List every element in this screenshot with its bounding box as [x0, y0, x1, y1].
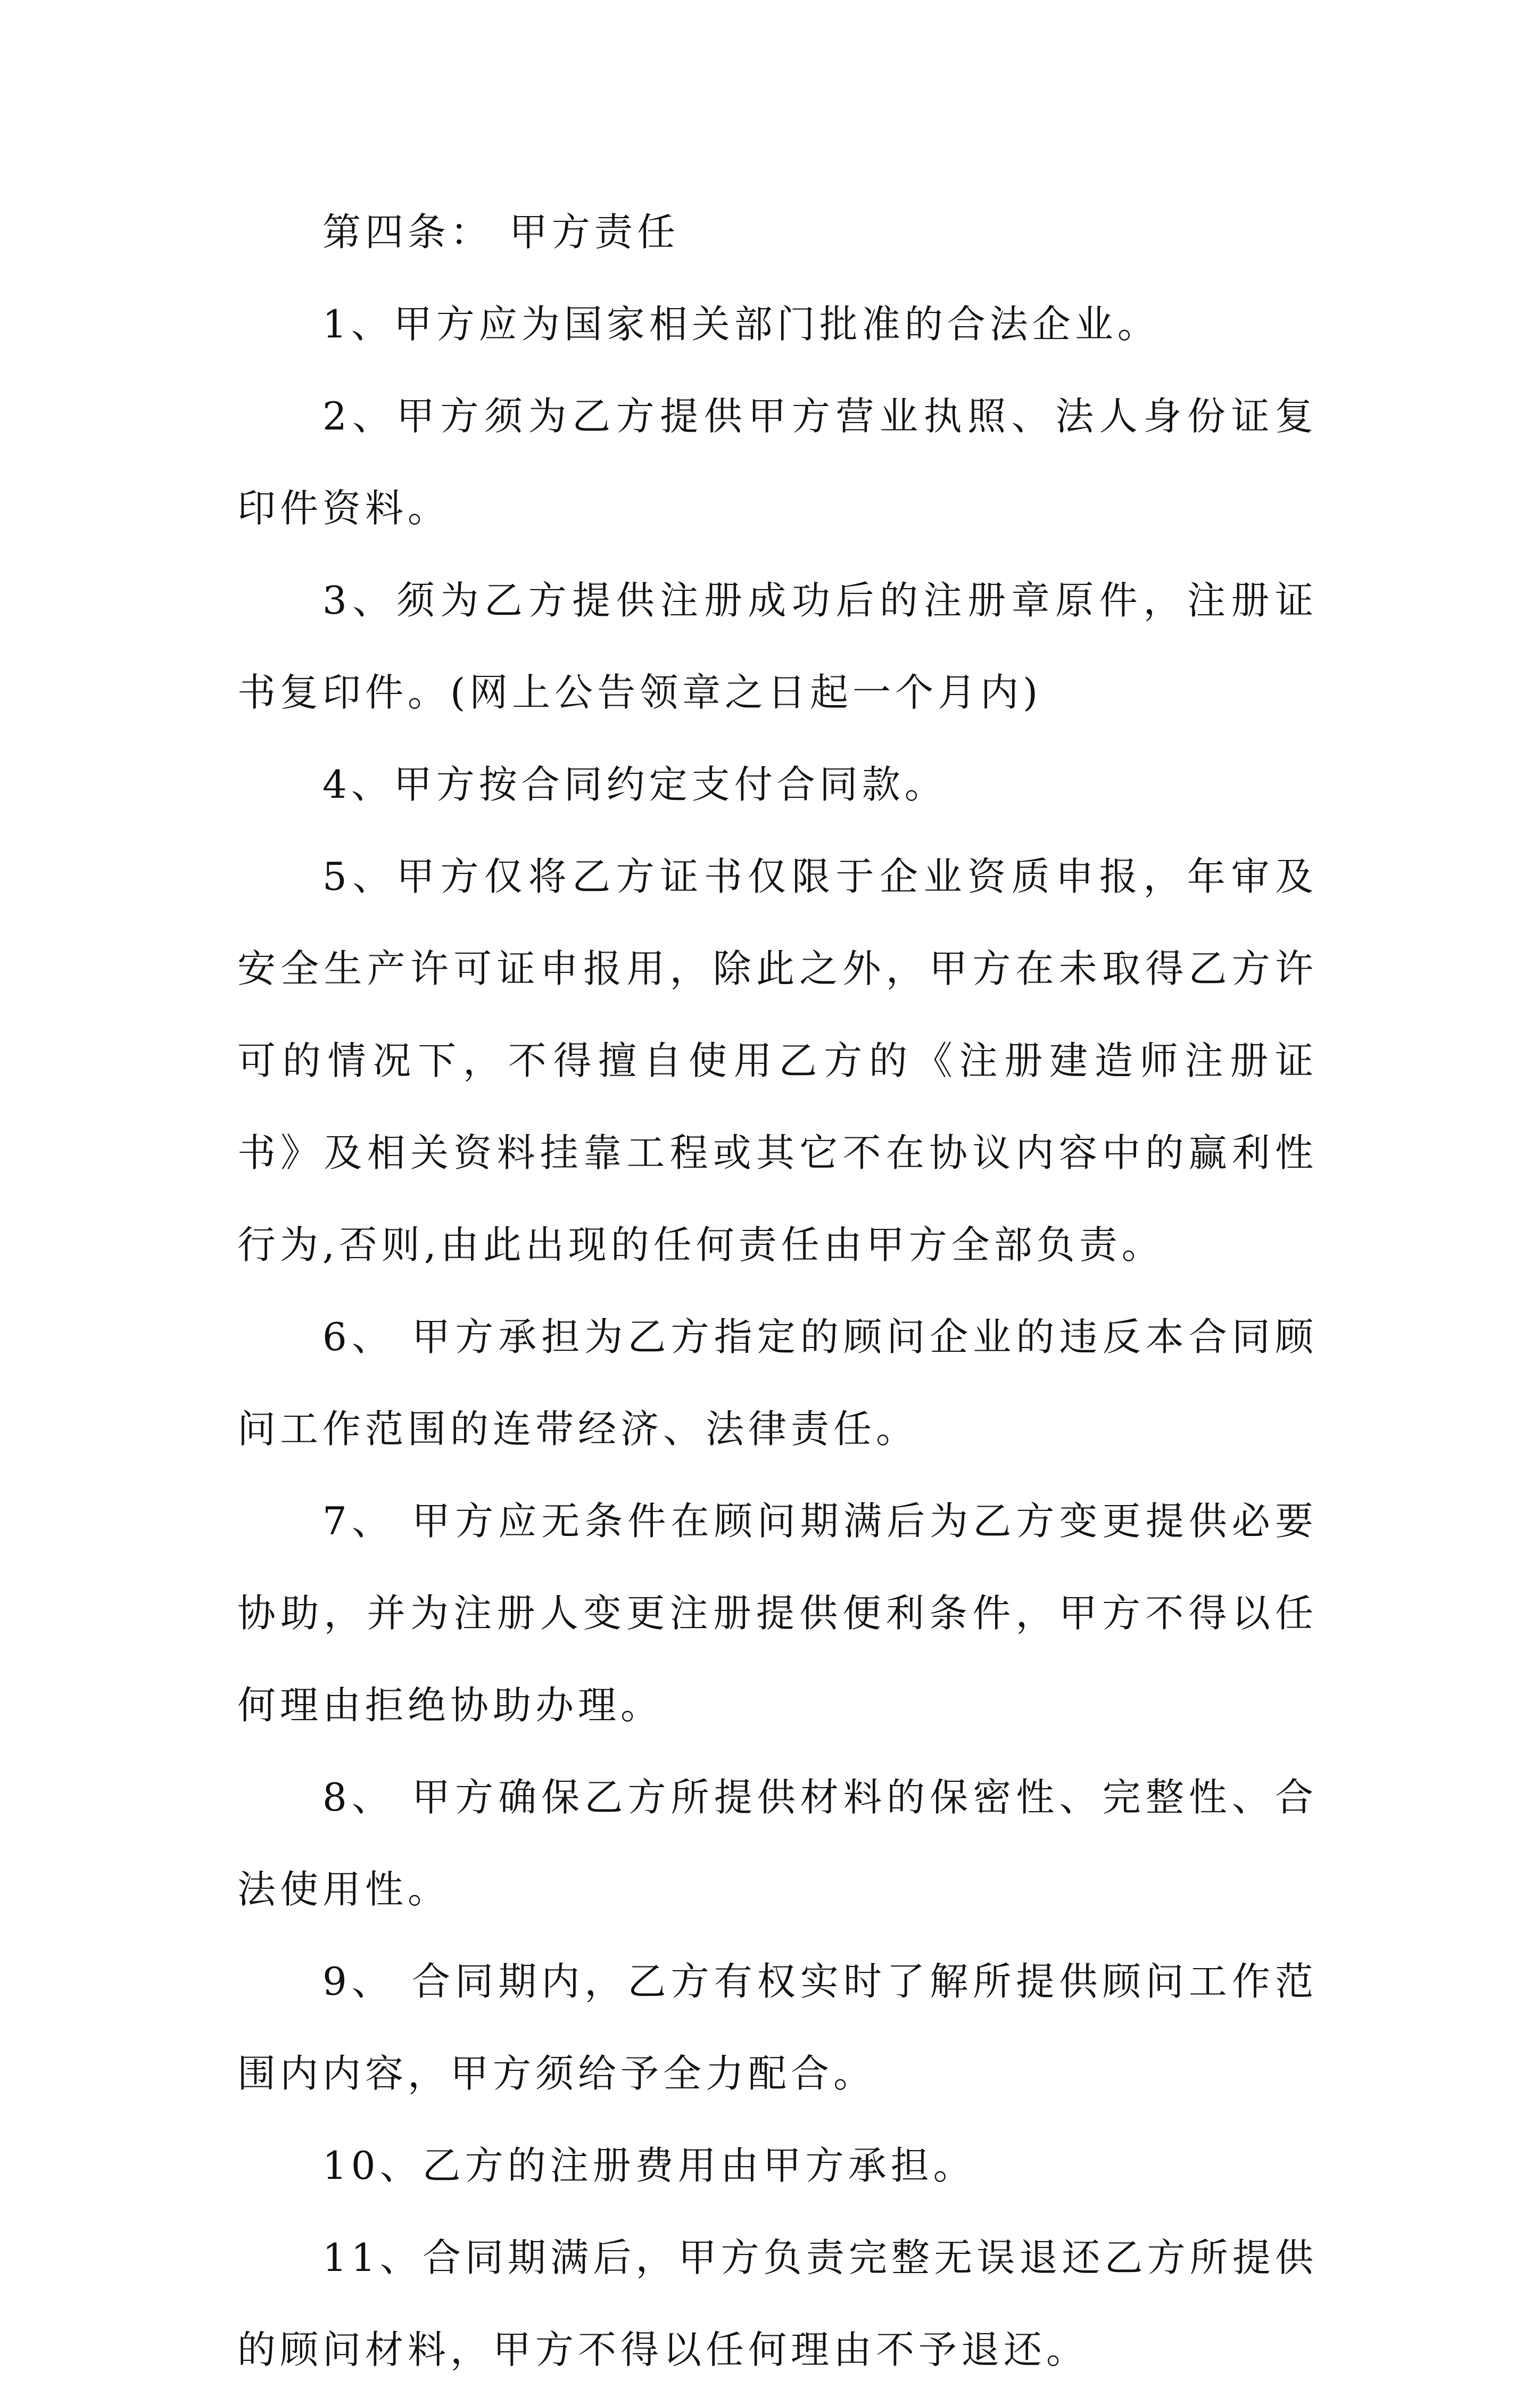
clause-7: 7、 甲方应无条件在顾问期满后为乙方变更提供必要协助，并为注册人变更注册提供便利条件，甲方不得以任何理由拒绝协助办理。: [237, 1499, 1318, 1728]
clause-10: 10、乙方的注册费用由甲方承担。: [322, 2143, 976, 2188]
clause-5: 5、甲方仅将乙方证书仅限于企业资质申报，年审及安全生产许可证申报用，除此之外，甲方在未取得乙方许可的情况下，不得擅自使用乙方的《注册建造师注册证书》及相关资料挂靠工程或其它不在协议内容中的赢利性行为,否则,由此出现的任何责任由甲方全部负责。: [237, 854, 1318, 1267]
clause-3: 3、须为乙方提供注册成功后的注册章原件，注册证书复印件。(网上公告领章之日起一个月内): [237, 578, 1318, 715]
clause-1: 1、甲方应为国家相关部门批准的合法企业。: [322, 302, 1160, 346]
clause-4: 4、甲方按合同约定支付合同款。: [322, 762, 947, 807]
clause-9: 9、 合同期内，乙方有权实时了解所提供顾问工作范围内内容，甲方须给予全力配合。: [237, 1959, 1318, 2096]
section-heading: 第四条： 甲方责任: [322, 210, 680, 254]
clause-11: 11、合同期满后，甲方负责完整无误退还乙方所提供的顾问材料，甲方不得以任何理由不予退还。: [237, 2235, 1318, 2372]
clause-6: 6、 甲方承担为乙方指定的顾问企业的违反本合同顾问工作范围的连带经济、法律责任。: [237, 1315, 1318, 1451]
clause-8: 8、 甲方确保乙方所提供材料的保密性、完整性、合法使用性。: [237, 1775, 1318, 1912]
document-body: [237, 186, 1318, 2396]
clause-2: 2、甲方须为乙方提供甲方营业执照、法人身份证复印件资料。: [237, 394, 1318, 531]
